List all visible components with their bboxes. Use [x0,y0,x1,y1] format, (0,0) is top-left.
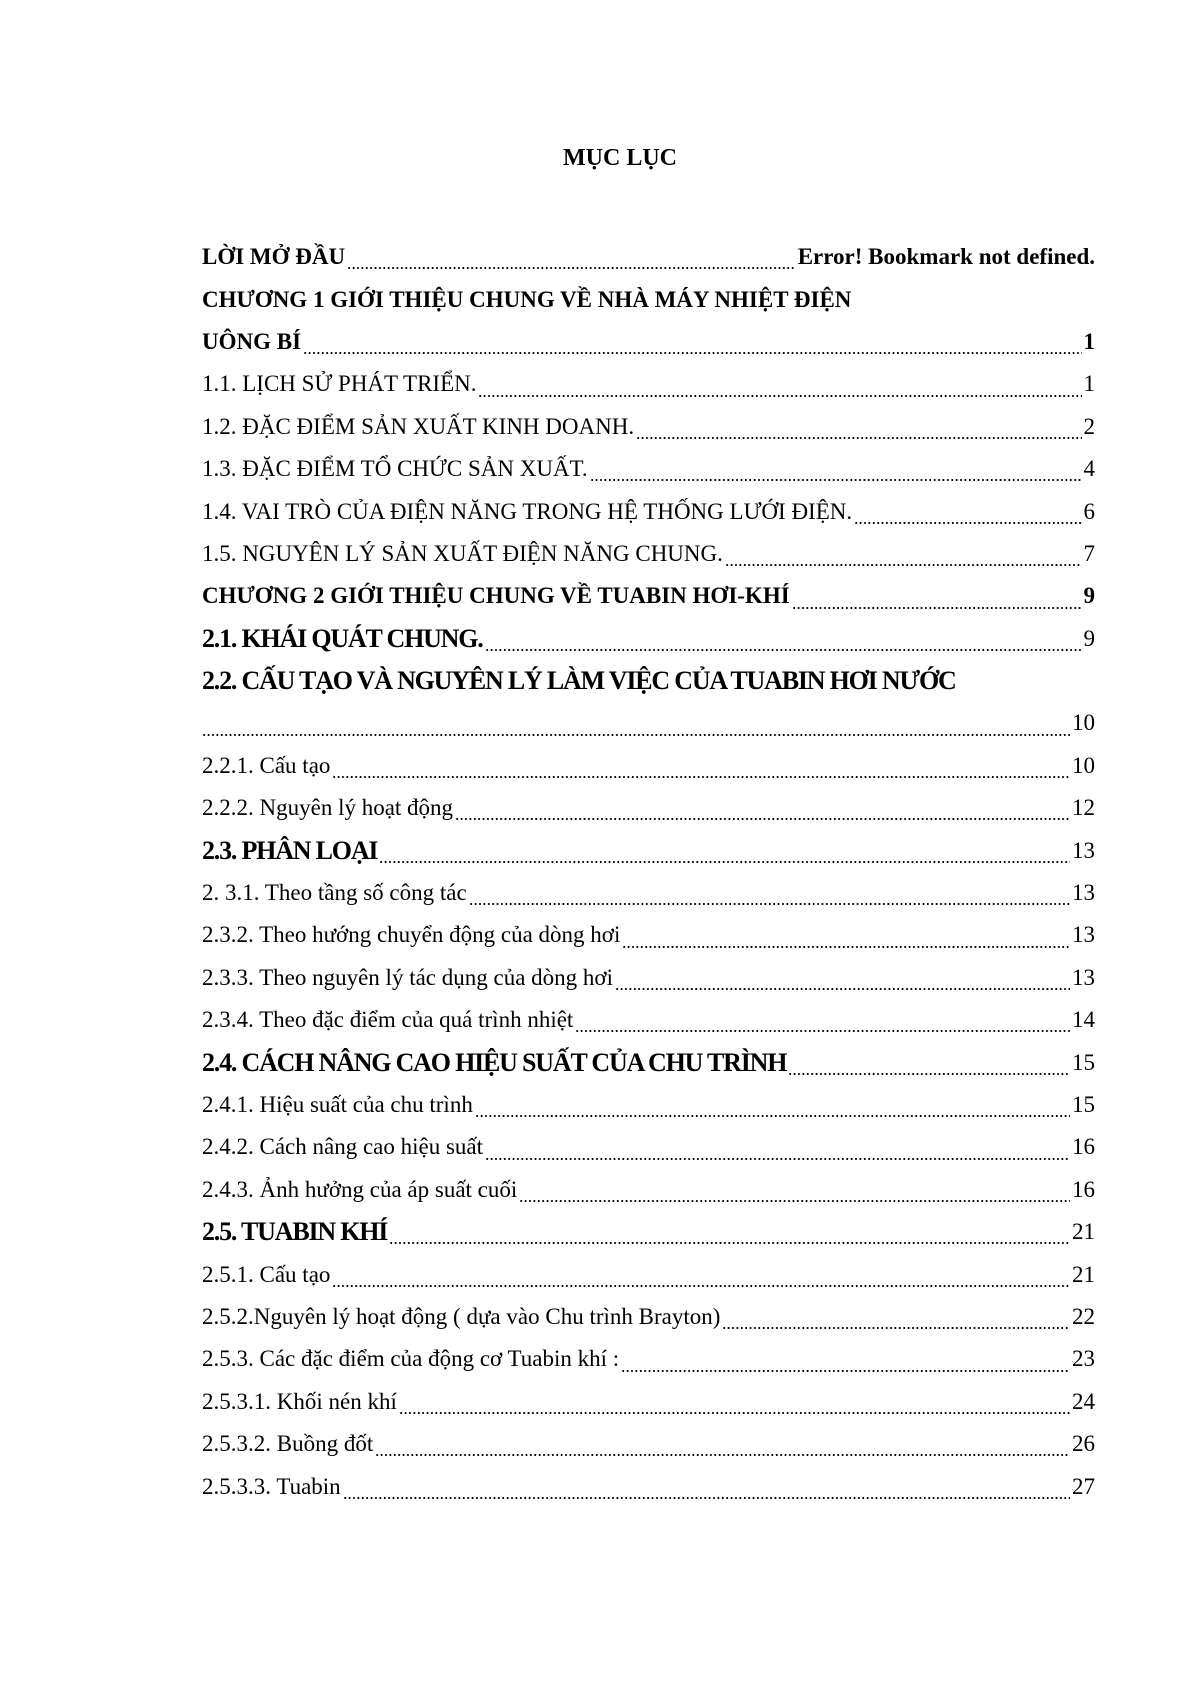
dot-leader [615,987,1070,991]
toc-entry-2-5-3-1[interactable] [202,1381,1095,1423]
toc-entry-label: 2.5.3. Các đặc điểm của động cơ Tuabin khí : [202,1346,620,1372]
toc-entry-label: 2.5.3.2. Buồng đốt [202,1431,374,1457]
toc-entry-label: 2.5.2.Nguyên lý hoạt động ( dựa vào Chu trình Brayton) [202,1303,721,1329]
dot-leader [854,521,1081,525]
toc-entry-2-5-3[interactable] [202,1338,1095,1380]
toc-entry-label: CHƯƠNG 2 GIỚI THIỆU CHUNG VỀ TUABIN HƠI-KHÍ [202,583,790,609]
toc-entry-page: 15 [1072,1092,1095,1117]
toc-entry-2-3-1[interactable] [202,872,1095,914]
toc-entry-2-2[interactable] [202,702,1095,744]
dot-leader [399,1411,1070,1415]
toc-entry-label: 2.4.3. Ảnh hưởng của áp suất cuối [202,1176,518,1202]
dot-leader [379,860,1070,864]
toc-entry-label: 2.5.1. Cấu tạo [202,1261,331,1287]
toc-entry-page: 16 [1072,1134,1095,1160]
toc-entry-label: 2.4.2. Cách nâng cao hiệu suất [202,1134,484,1160]
dot-leader [478,394,1081,398]
toc-entry-page: 26 [1072,1431,1095,1457]
toc-entry-page: 1 [1083,371,1095,397]
toc-entry-page: 7 [1083,540,1095,566]
toc-entry-page: 24 [1072,1388,1095,1414]
dot-leader [590,478,1082,482]
dot-leader [332,775,1070,779]
toc-entry-2-4-3[interactable] [202,1169,1095,1211]
toc-entry-label: 1.3. ĐẶC ĐIỂM TỔ CHỨC SẢN XUẤT. [202,456,588,482]
dot-leader [722,1326,1070,1330]
toc-entry-page: 21 [1072,1219,1095,1245]
toc-entry-1-2[interactable] [202,406,1095,448]
toc-entry-2-1[interactable] [202,618,1095,660]
toc-entry-1-5[interactable] [202,533,1095,575]
toc-entry-page: 23 [1072,1346,1095,1372]
toc-entry-2-5[interactable] [202,1211,1095,1253]
toc-entry-label: 2.3.3. Theo nguyên lý tác dụng của dòng hơi [202,964,613,990]
toc-entry-2-5-2[interactable] [202,1296,1095,1338]
toc-entry-page: 4 [1083,456,1095,482]
toc-entry-2-5-1[interactable] [202,1253,1095,1295]
dot-leader [519,1199,1070,1203]
toc-entry-page: 6 [1083,498,1095,524]
toc-entry-label: 1.5. NGUYÊN LÝ SẢN XUẤT ĐIỆN NĂNG CHUNG. [202,540,723,566]
toc-entry-2-3-3[interactable] [202,957,1095,999]
dot-leader [636,436,1081,440]
dot-leader [375,1453,1070,1457]
toc-entry-page: 13 [1072,880,1095,906]
toc-entry-2-2-line1[interactable]: 2.2. CẤU TẠO VÀ NGUYÊN LÝ LÀM VIỆC CỦA TUABIN HƠI NƯỚC [202,666,956,696]
toc-entry-label: 2.3.2. Theo hướng chuyển động của dòng hơi [202,922,621,948]
toc-entry-2-4[interactable] [202,1041,1095,1083]
toc-entry-page: 13 [1072,964,1095,990]
dot-leader [485,1157,1070,1161]
toc-entry-2-3-2[interactable] [202,914,1095,956]
toc-entry-2-2-2[interactable] [202,787,1095,829]
toc-entry-page: 22 [1072,1303,1095,1329]
toc-entry-page: 2 [1083,413,1095,439]
page-title: MỤC LỤC [563,145,677,171]
toc-entry-label: 2. 3.1. Theo tầng số công tác [202,880,467,906]
toc-entry-page: 27 [1072,1473,1095,1499]
toc-entry-page: 9 [1083,583,1095,609]
toc-entry-2-4-2[interactable] [202,1126,1095,1168]
dot-leader [788,1072,1070,1076]
table-of-contents [202,236,1095,1508]
toc-entry-page: Error! Bookmark not defined. [797,244,1095,270]
toc-entry-chuong-1-line1[interactable]: CHƯƠNG 1 GIỚI THIỆU CHUNG VỀ NHÀ MÁY NHIỆT ĐIỆN [202,286,852,312]
dot-leader [332,1284,1070,1288]
toc-entry-1-4[interactable] [202,490,1095,532]
toc-entry-page: 14 [1072,1007,1095,1033]
dot-leader [202,733,1070,737]
dot-leader [792,606,1082,610]
dot-leader [485,648,1082,652]
toc-entry-label: 2.1. KHÁI QUÁT CHUNG. [202,623,483,653]
toc-entry-page: 9 [1083,625,1095,651]
dot-leader [303,351,1081,355]
dot-leader [621,1369,1070,1373]
toc-entry-1-1[interactable] [202,363,1095,405]
toc-entry-2-2-1[interactable] [202,745,1095,787]
toc-entry-label: 2.4.1. Hiệu suất của chu trình [202,1092,473,1117]
toc-entry-2-5-3-2[interactable] [202,1423,1095,1465]
toc-entry-page: 12 [1072,795,1095,821]
toc-entry-page: 10 [1072,752,1095,778]
toc-entry-label: 2.2.1. Cấu tạo [202,752,331,778]
dot-leader [475,1114,1070,1118]
toc-entry-label: 2.5.3.3. Tuabin [202,1473,341,1499]
toc-entry-chuong-1[interactable] [202,321,1095,363]
toc-entry-page: 13 [1072,922,1095,948]
toc-entry-label: 2.5. TUABIN KHÍ [202,1217,388,1247]
toc-entry-label: 2.3. PHÂN LOẠI [202,835,378,865]
toc-entry-2-3[interactable] [202,829,1095,871]
dot-leader [389,1241,1070,1245]
toc-entry-label: 1.4. VAI TRÒ CỦA ĐIỆN NĂNG TRONG HỆ THỐNG LƯỚI ĐIỆN. [202,498,853,524]
toc-entry-2-4-1[interactable] [202,1084,1095,1126]
toc-entry-2-5-3-3[interactable] [202,1465,1095,1507]
toc-entry-page: 1 [1083,328,1095,354]
toc-entry-2-3-4[interactable] [202,999,1095,1041]
toc-entry-page: 10 [1072,710,1095,736]
toc-entry-label: 2.4. CÁCH NÂNG CAO HIỆU SUẤT CỦA CHU TRÌNH [202,1047,787,1077]
toc-entry-label: 2.3.4. Theo đặc điểm của quá trình nhiệt [202,1007,574,1033]
toc-entry-page: 15 [1072,1049,1095,1075]
dot-leader [455,817,1070,821]
toc-entry-label: UÔNG BÍ [202,328,302,354]
toc-entry-chuong-2[interactable] [202,575,1095,617]
dot-leader [469,902,1070,906]
dot-leader [575,1029,1070,1033]
toc-entry-page: 21 [1072,1261,1095,1287]
dot-leader [622,945,1070,949]
toc-entry-page: 13 [1072,837,1095,863]
toc-entry-label: LỜI MỞ ĐẦU [202,244,346,270]
toc-entry-label: 2.5.3.1. Khối nén khí [202,1388,397,1414]
toc-entry-label: 1.2. ĐẶC ĐIỂM SẢN XUẤT KINH DOANH. [202,413,635,439]
toc-entry-page: 16 [1072,1176,1095,1202]
toc-entry-loi-mo-dau[interactable] [202,236,1095,278]
dot-leader [725,563,1082,567]
dot-leader [347,266,796,270]
toc-entry-1-3[interactable] [202,448,1095,490]
toc-entry-label: 2.2.2. Nguyên lý hoạt động [202,795,454,821]
toc-entry-label: 1.1. LỊCH SỬ PHÁT TRIỂN. [202,371,477,397]
dot-leader [343,1496,1070,1500]
